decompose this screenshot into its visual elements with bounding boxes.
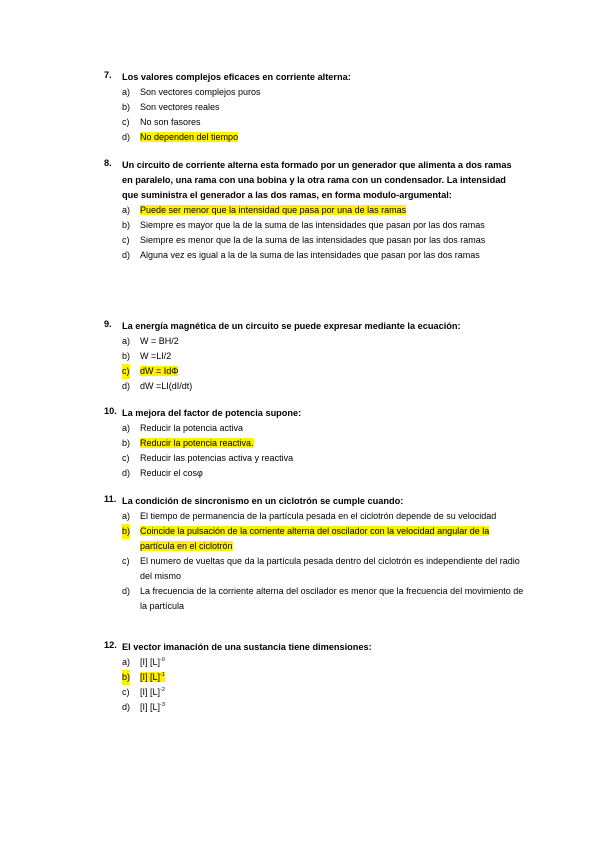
option-letter: b) xyxy=(122,102,131,112)
question-text: La condición de sincronismo en un ciclotrón se cumple cuando: xyxy=(122,496,404,506)
dimension-exponent: -3 xyxy=(160,702,165,708)
option-d xyxy=(104,379,524,394)
option-text: Reducir las potencias activa y reactiva xyxy=(140,453,294,463)
option-text-highlighted: Coincide la pulsación de la corriente alterna del oscilador con la velocidad angular de la partícula en el ciclotrón xyxy=(140,526,490,551)
question-number: 12. xyxy=(104,640,117,650)
option-a xyxy=(104,509,524,524)
option-letter: a) xyxy=(122,87,131,97)
option-text xyxy=(140,657,165,667)
question-text: Un circuito de corriente alterna esta formado por un generador que alimenta a dos ramas en paralelo, una rama con una bobina y la otra rama con un condensador. La intensidad que suministra el generador a las dos ramas, en forma modulo-argumental: xyxy=(122,160,512,200)
option-letter: b) xyxy=(122,524,130,539)
option-d xyxy=(104,584,524,614)
option-list xyxy=(104,334,524,394)
question-number: 10. xyxy=(104,406,117,416)
question-number: 11. xyxy=(104,494,117,504)
option-b xyxy=(104,100,524,115)
question-text: La energía magnética de un circuito se puede expresar mediante la ecuación: xyxy=(122,321,461,331)
option-letter: d) xyxy=(122,132,131,142)
option-letter: d) xyxy=(122,250,131,260)
option-letter: c) xyxy=(122,235,130,245)
option-a xyxy=(104,655,524,670)
option-list xyxy=(104,421,524,481)
option-text xyxy=(140,702,165,712)
option-letter: a) xyxy=(122,205,131,215)
question-9 xyxy=(104,319,524,394)
option-letter: c) xyxy=(122,453,130,463)
option-letter: a) xyxy=(122,511,131,521)
dimension-exponent: -0 xyxy=(160,657,165,663)
option-a xyxy=(104,203,524,218)
option-a xyxy=(104,85,524,100)
question-number: 8. xyxy=(104,158,112,168)
option-list xyxy=(104,655,524,715)
option-text-highlighted: Puede ser menor que la intensidad que pasa por una de las ramas xyxy=(140,205,407,215)
option-letter: a) xyxy=(122,423,131,433)
option-letter: c) xyxy=(122,117,130,127)
dimension-exponent: -2 xyxy=(160,687,165,693)
option-d xyxy=(104,130,524,145)
option-text: Son vectores reales xyxy=(140,102,220,112)
question-11 xyxy=(104,494,524,614)
option-b xyxy=(104,349,524,364)
option-text: Alguna vez es igual a la de la suma de las intensidades que pasan por las dos ramas xyxy=(140,250,480,260)
option-letter: b) xyxy=(122,351,131,361)
option-a xyxy=(104,421,524,436)
option-text: Siempre es menor que la de la suma de las intensidades que pasan por las dos ramas xyxy=(140,235,486,245)
option-list xyxy=(104,85,524,145)
dimension-base: [I] [L] xyxy=(140,702,161,712)
option-text: W = BH/2 xyxy=(140,336,179,346)
option-text: Siempre es mayor que la de la suma de las intensidades que pasan por las dos ramas xyxy=(140,220,485,230)
question-number: 7. xyxy=(104,70,112,80)
question-10 xyxy=(104,406,524,481)
question-7 xyxy=(104,70,524,145)
question-text: El vector imanación de una sustancia tiene dimensiones: xyxy=(122,642,372,652)
option-letter: c) xyxy=(122,364,130,379)
option-text: La frecuencia de la corriente alterna del oscilador es menor que la frecuencia del movimiento de la partícula xyxy=(140,586,524,611)
option-text-highlighted: dW = IdΦ xyxy=(140,366,179,376)
option-b xyxy=(104,670,524,685)
option-text: Reducir la potencia activa xyxy=(140,423,244,433)
option-c xyxy=(104,554,524,584)
option-text: El numero de vueltas que da la partícula pesada dentro del ciclotrón es independiente del radio del mismo xyxy=(140,556,520,581)
option-text: Son vectores complejos puros xyxy=(140,87,261,97)
dimension-base: [I] [L] xyxy=(140,672,161,682)
option-text xyxy=(140,687,165,697)
question-number: 9. xyxy=(104,319,112,329)
option-text-highlighted: Reducir la potencia reactiva. xyxy=(140,438,254,448)
option-c xyxy=(104,451,524,466)
option-text-highlighted: No dependen del tiempo xyxy=(140,132,239,142)
option-letter: d) xyxy=(122,468,131,478)
option-letter: c) xyxy=(122,556,130,566)
option-letter: b) xyxy=(122,438,131,448)
option-b xyxy=(104,218,524,233)
question-8 xyxy=(104,158,524,263)
question-text: La mejora del factor de potencia supone: xyxy=(122,408,302,418)
option-d xyxy=(104,700,524,715)
option-a xyxy=(104,334,524,349)
dimension-exponent: -1 xyxy=(160,672,165,678)
option-list xyxy=(104,203,524,263)
option-b xyxy=(104,524,524,554)
option-text-highlighted xyxy=(140,672,165,682)
option-letter: d) xyxy=(122,586,131,596)
option-d xyxy=(104,466,524,481)
option-c xyxy=(104,685,524,700)
option-list xyxy=(104,509,524,614)
option-text: dW =LI(dI/dt) xyxy=(140,381,193,391)
option-text: El tiempo de permanencia de la partícula pesada en el ciclotrón depende de su velocidad xyxy=(140,511,497,521)
option-letter: b) xyxy=(122,220,131,230)
option-c xyxy=(104,115,524,130)
option-letter: a) xyxy=(122,336,131,346)
dimension-base: [I] [L] xyxy=(140,657,161,667)
option-letter: b) xyxy=(122,670,130,685)
option-d xyxy=(104,248,524,263)
option-c xyxy=(104,233,524,248)
question-12 xyxy=(104,640,524,715)
option-letter: c) xyxy=(122,687,130,697)
option-text: No son fasores xyxy=(140,117,201,127)
option-text: Reducir el cosφ xyxy=(140,468,203,478)
option-letter: d) xyxy=(122,381,131,391)
option-c xyxy=(104,364,524,379)
dimension-base: [I] [L] xyxy=(140,687,161,697)
option-text: W =LI/2 xyxy=(140,351,172,361)
option-b xyxy=(104,436,524,451)
question-text: Los valores complejos eficaces en corriente alterna: xyxy=(122,72,351,82)
option-letter: d) xyxy=(122,702,131,712)
option-letter: a) xyxy=(122,657,131,667)
